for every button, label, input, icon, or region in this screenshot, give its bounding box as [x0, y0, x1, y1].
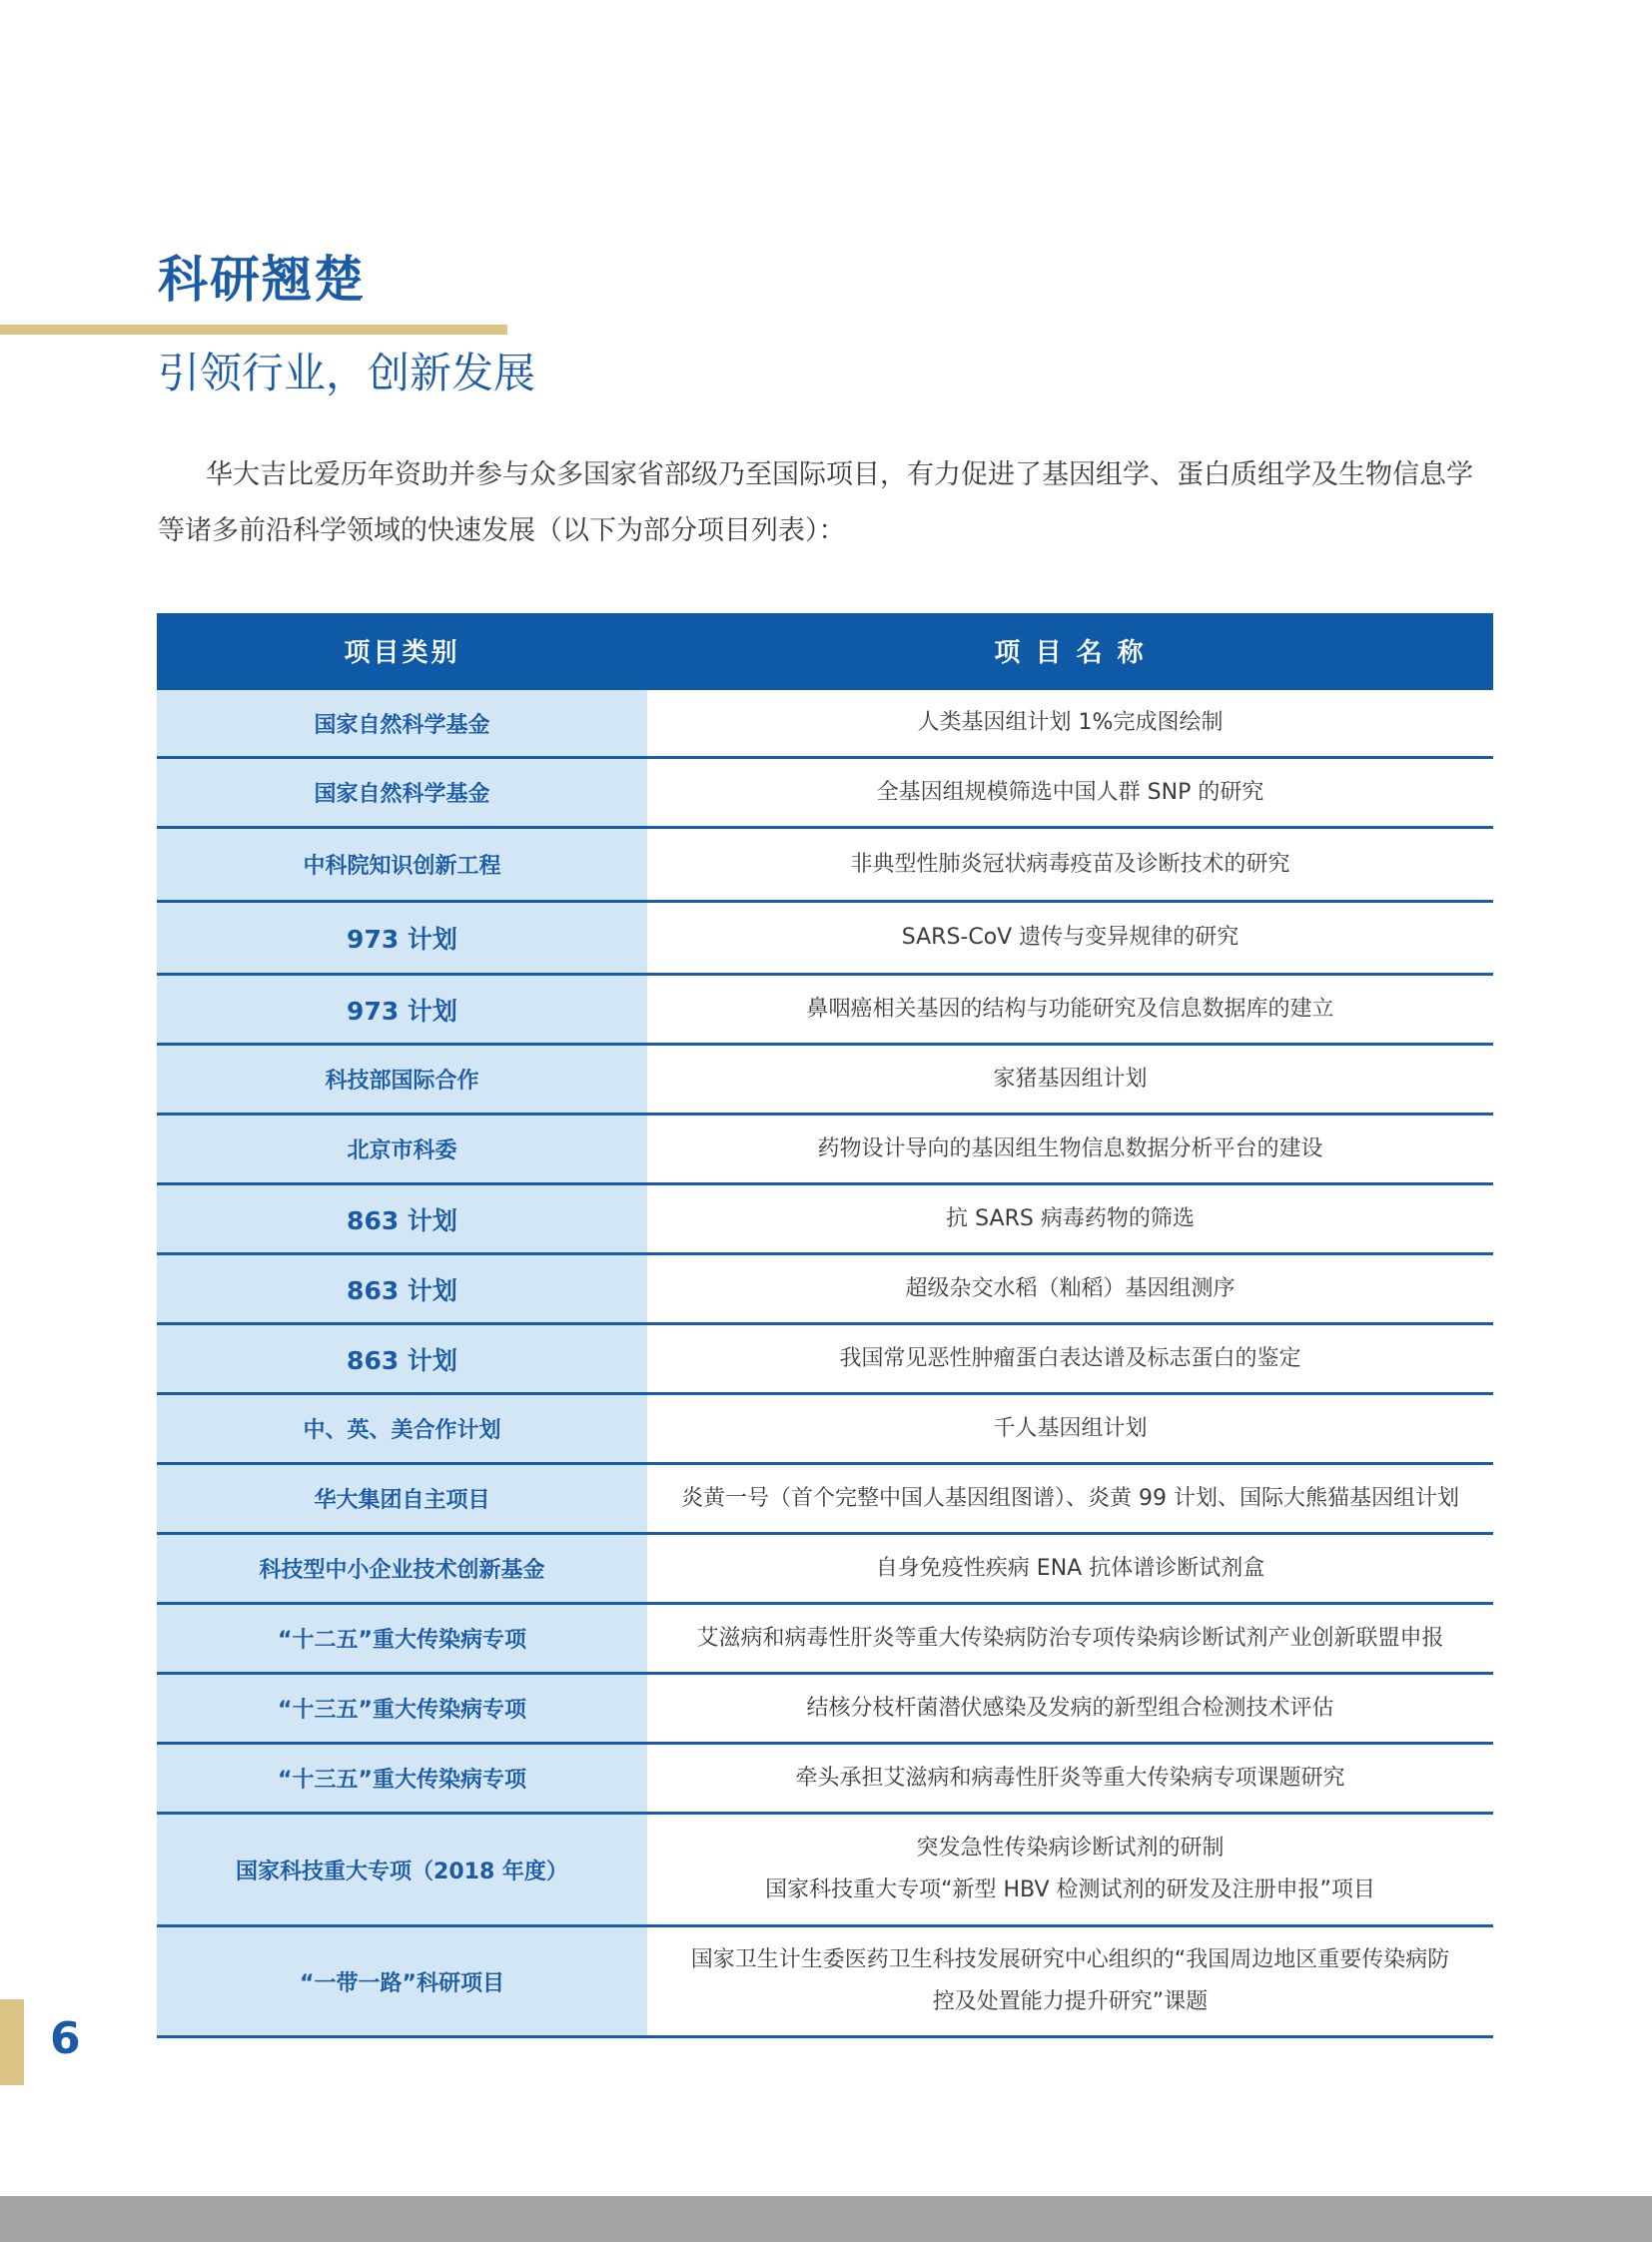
project-name-line: 非典型性肺炎冠状病毒疫苗及诊断技术的研究: [850, 851, 1290, 877]
project-name-line: 艾滋病和病毒性肝炎等重大传染病防治专项传染病诊断试剂产业创新联盟申报: [696, 1625, 1444, 1651]
project-category-cell: 国家自然科学基金: [157, 759, 647, 826]
project-name-line: 自身免疫性疾病 ENA 抗体谱诊断试剂盒: [875, 1555, 1265, 1581]
header-category: 项目类别: [344, 637, 460, 668]
project-category-cell: “十三五”重大传染病专项: [157, 1675, 647, 1742]
table-row: [157, 1605, 1493, 1675]
table-row: [157, 1395, 1493, 1465]
project-name-line: 全基因组规模筛选中国人群 SNP 的研究: [876, 779, 1264, 805]
project-name-line: 炎黄一号（首个完整中国人基因组图谱）、炎黄 99 计划、国际大熊猫基因组计划: [681, 1485, 1459, 1511]
project-category-cell: 中科院知识创新工程: [157, 829, 647, 900]
project-name-line: 抗 SARS 病毒药物的筛选: [946, 1205, 1195, 1231]
project-category-cell: 科技型中小企业技术创新基金: [157, 1535, 647, 1602]
project-name-line: 国家科技重大专项“新型 HBV 检测试剂的研发及注册申报”项目: [765, 1877, 1375, 1902]
table-row: [157, 1535, 1493, 1605]
table-row: [157, 1745, 1493, 1815]
project-name-cell: [647, 1675, 1493, 1742]
page-number: 6: [50, 2013, 81, 2064]
table-row: [157, 690, 1493, 759]
project-name-cell: [647, 829, 1493, 900]
table-row: [157, 829, 1493, 903]
project-name-cell: [647, 1927, 1493, 2035]
project-table: [157, 613, 1493, 2038]
project-name-cell: [647, 1815, 1493, 1924]
table-row: [157, 1185, 1493, 1255]
table-row: [157, 903, 1493, 976]
project-name-cell: [647, 1255, 1493, 1322]
project-category-cell: 华大集团自主项目: [157, 1465, 647, 1532]
project-name-line: 超级杂交水稻（籼稻）基因组测序: [905, 1275, 1236, 1301]
project-name-cell: [647, 1116, 1493, 1182]
table-row: [157, 1116, 1493, 1185]
header-project-name: 项 目 名 称: [994, 637, 1147, 668]
project-name-cell: [647, 1605, 1493, 1672]
page-title: 科研翘楚: [158, 251, 366, 309]
footer-bar: [0, 2196, 1652, 2242]
project-name-line: SARS-CoV 遗传与变异规律的研究: [901, 925, 1239, 950]
intro-paragraph: 华大吉比爱历年资助并参与众多国家省部级乃至国际项目，有力促进了基因组学、蛋白质组学及生物信息学等诸多前沿科学领域的快速发展（以下为部分项目列表）：: [158, 459, 1473, 546]
project-name-cell: [647, 690, 1493, 756]
project-name-cell: [647, 1185, 1493, 1252]
page-subtitle: 引领行业，创新发展: [158, 349, 536, 397]
project-name-cell: [647, 1325, 1493, 1392]
table-row: [157, 1465, 1493, 1535]
project-category-cell: 863 计划: [157, 1255, 647, 1322]
project-category-cell: 科技部国际合作: [157, 1046, 647, 1113]
project-category-cell: 863 计划: [157, 1325, 647, 1392]
table-row: [157, 1325, 1493, 1395]
project-category-cell: “十二五”重大传染病专项: [157, 1605, 647, 1672]
table-row: [157, 1255, 1493, 1325]
project-name-line: 人类基因组计划 1%完成图绘制: [917, 710, 1224, 735]
table-body: [157, 690, 1493, 2038]
project-name-cell: [647, 1465, 1493, 1532]
project-category-cell: 863 计划: [157, 1185, 647, 1252]
project-name-cell: [647, 903, 1493, 973]
table-row: [157, 759, 1493, 829]
page-number-bar: [0, 1999, 24, 2085]
project-name-line: 千人基因组计划: [993, 1415, 1148, 1441]
project-category-cell: 中、英、美合作计划: [157, 1395, 647, 1462]
project-name-cell: [647, 1745, 1493, 1812]
table-row: [157, 1675, 1493, 1745]
project-category-cell: “一带一路”科研项目: [157, 1927, 647, 2035]
project-category-cell: 973 计划: [157, 903, 647, 973]
project-category-cell: 973 计划: [157, 976, 647, 1043]
project-category-cell: 国家科技重大专项（2018 年度）: [157, 1815, 647, 1924]
project-category-cell: “十三五”重大传染病专项: [157, 1745, 647, 1812]
project-category-cell: 国家自然科学基金: [157, 690, 647, 756]
project-category-cell: 北京市科委: [157, 1116, 647, 1182]
project-name-line: 我国常见恶性肿瘤蛋白表达谱及标志蛋白的鉴定: [839, 1345, 1301, 1371]
table-row: [157, 1815, 1493, 1927]
project-name-cell: [647, 1395, 1493, 1462]
project-name-line: 鼻咽癌相关基因的结构与功能研究及信息数据库的建立: [806, 996, 1334, 1022]
project-name-line: 突发急性传染病诊断试剂的研制: [916, 1836, 1225, 1861]
table-row: [157, 1046, 1493, 1116]
project-name-cell: [647, 1046, 1493, 1113]
project-name-line: 国家卫生计生委医药卫生科技发展研究中心组织的“我国周边地区重要传染病防: [690, 1947, 1450, 1972]
title-underline-bar: [0, 325, 507, 335]
project-name-line: 结核分枝杆菌潜伏感染及发病的新型组合检测技术评估: [806, 1695, 1334, 1721]
table-row: [157, 1927, 1493, 2038]
project-name-line: 药物设计导向的基因组生物信息数据分析平台的建设: [817, 1135, 1323, 1161]
table-row: [157, 976, 1493, 1046]
table-header: [157, 613, 1493, 690]
project-name-cell: [647, 759, 1493, 826]
project-name-line: 牵头承担艾滋病和病毒性肝炎等重大传染病专项课题研究: [795, 1765, 1345, 1791]
project-name-line: 控及处置能力提升研究”课题: [932, 1989, 1209, 2014]
project-name-cell: [647, 976, 1493, 1043]
project-name-cell: [647, 1535, 1493, 1602]
project-name-line: 家猪基因组计划: [993, 1066, 1148, 1092]
